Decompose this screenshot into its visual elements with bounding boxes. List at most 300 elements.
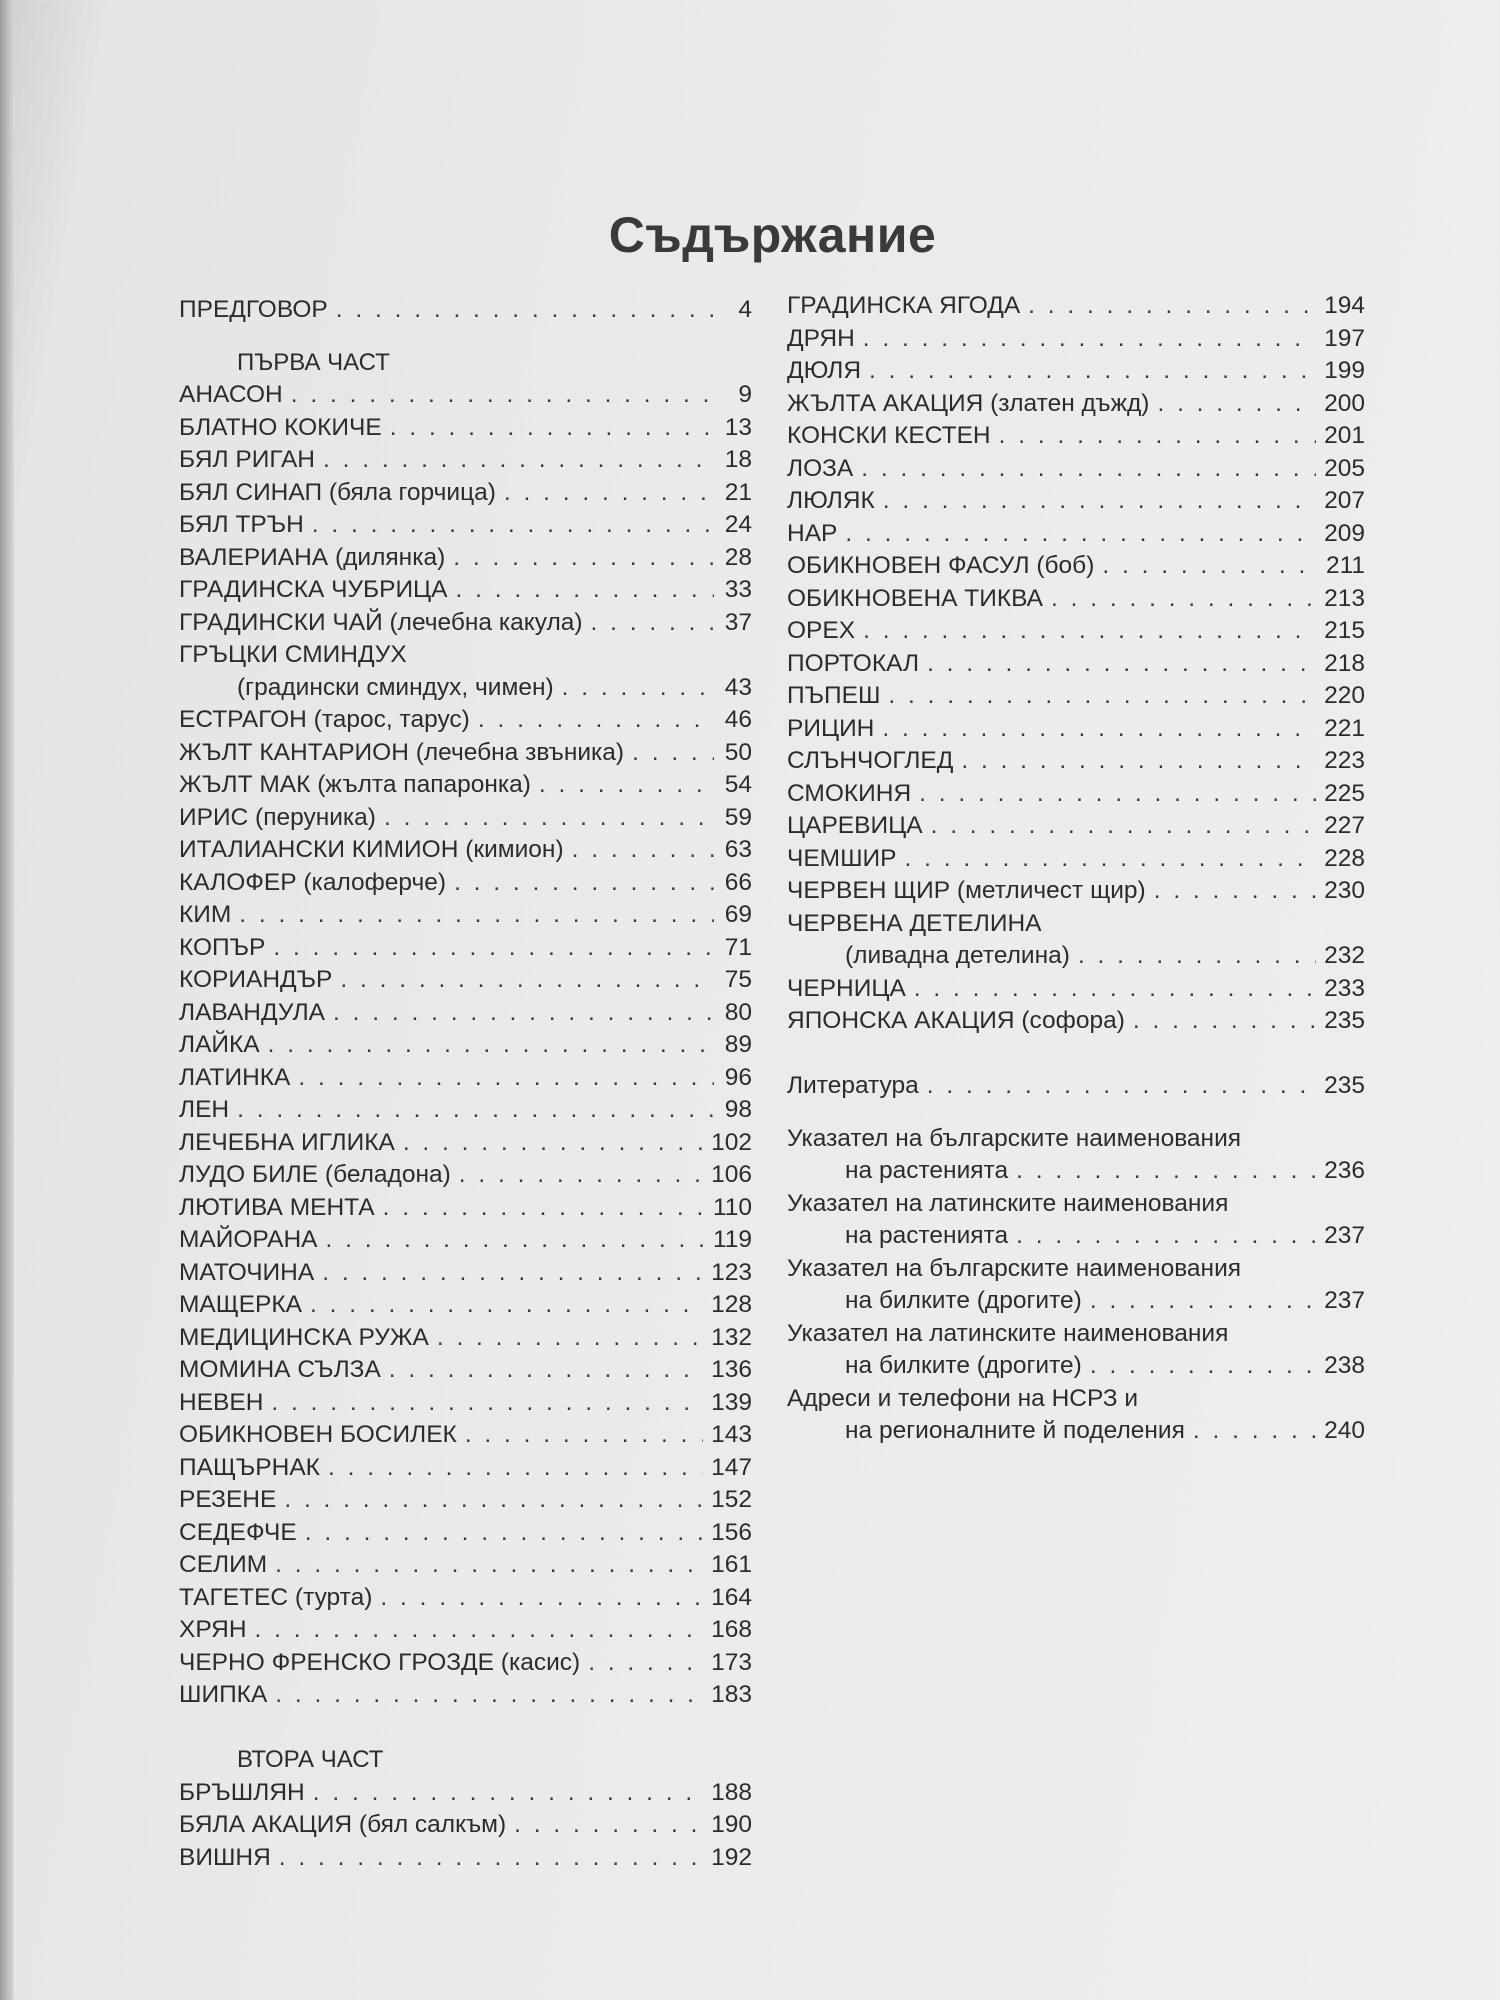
entry-name: ИРИС (перуника) (179, 803, 376, 831)
entry-name: ОБИКНОВЕН БОСИЛЕК (179, 1421, 457, 1448)
entry-name: ШИПКА (179, 1681, 268, 1708)
toc-entry-line (787, 1318, 1365, 1351)
entry-page: 46 (724, 706, 752, 733)
entry-name: БЯЛ ТРЪН (179, 511, 304, 538)
toc-entry (179, 1777, 752, 1810)
toc-entry (179, 1289, 752, 1322)
entry-page: 161 (711, 1551, 752, 1578)
entry-page: 59 (724, 803, 752, 831)
entry-page: 235 (1324, 1007, 1365, 1034)
dot-leader (478, 704, 714, 737)
toc-entry (179, 1224, 752, 1257)
toc-entry-line (787, 908, 1365, 941)
dot-leader (904, 843, 1316, 876)
entry-page: 123 (711, 1258, 752, 1286)
dot-leader (863, 615, 1316, 648)
toc-entry (179, 834, 752, 867)
dot-leader (380, 1582, 703, 1615)
dot-leader (454, 867, 714, 900)
entry-name: ХРЯН (179, 1616, 247, 1643)
dot-leader (883, 485, 1316, 518)
dot-leader (1133, 1005, 1316, 1038)
entry-page: 80 (724, 998, 752, 1026)
dot-leader (268, 1029, 714, 1062)
entry-name-continued: (градински сминдух, чимен) (237, 673, 554, 701)
entry-name-continued: на регионалните й поделения (845, 1417, 1185, 1444)
toc-entry (179, 574, 752, 607)
toc-entry-line (179, 639, 752, 672)
entry-page: 50 (724, 738, 752, 766)
entry-name: СЛЪНЧОГЛЕД (787, 747, 954, 774)
entry-page: 238 (1324, 1352, 1365, 1379)
toc-entry (787, 713, 1365, 746)
toc-entry (179, 1127, 752, 1160)
entry-page: 221 (1324, 714, 1365, 742)
toc-right-column (787, 290, 1365, 1448)
entry-page: 230 (1324, 877, 1365, 904)
entry-name: КОНСКИ КЕСТЕН (787, 422, 991, 449)
entry-name: ЦАРЕВИЦА (787, 812, 923, 839)
entry-name: МОМИНА СЪЛЗА (179, 1356, 381, 1383)
toc-entry-literature (787, 1070, 1365, 1103)
dot-leader (255, 1614, 704, 1647)
entry-page: 33 (724, 576, 752, 603)
toc-entry (179, 1257, 752, 1290)
entry-page: 236 (1324, 1157, 1365, 1184)
dot-leader (539, 769, 714, 802)
entry-page: 102 (711, 1128, 752, 1156)
entry-page: 227 (1324, 812, 1365, 839)
entry-name: ЕСТРАГОН (тарос, тарус) (179, 706, 470, 733)
toc-entry-preface (179, 294, 752, 327)
entry-name: ЛЮТИВА МЕНТА (179, 1193, 375, 1221)
entry-page: 207 (1324, 487, 1365, 514)
dot-leader (323, 444, 714, 477)
dot-leader (919, 778, 1316, 811)
page-edge (0, 0, 14, 2000)
toc-entry (787, 778, 1365, 811)
entry-name: ЛЮЛЯК (787, 487, 875, 514)
entry-page: 147 (711, 1453, 752, 1481)
entry-page: 37 (724, 608, 752, 636)
entry-name: ГРАДИНСКА ЯГОДА (787, 292, 1021, 319)
entry-page: 232 (1324, 942, 1365, 969)
entry-name: ЛОЗА (787, 454, 854, 482)
toc-entry (179, 1809, 752, 1842)
dot-leader (1157, 388, 1316, 421)
entry-name: Литература (787, 1072, 919, 1099)
dot-leader (1090, 1285, 1316, 1318)
toc-entry (179, 1549, 752, 1582)
entry-page: 215 (1324, 617, 1365, 644)
entry-page: 21 (724, 478, 752, 506)
dot-leader (390, 412, 714, 445)
entry-name: ПЪПЕШ (787, 682, 881, 709)
dot-leader (465, 1419, 703, 1452)
entry-page: 228 (1324, 844, 1365, 872)
entry-name: КИМ (179, 901, 232, 928)
entry-page: 132 (711, 1323, 752, 1351)
toc-entry (179, 509, 752, 542)
toc-entry (179, 1582, 752, 1615)
entry-name: МЕДИЦИНСКА РУЖА (179, 1323, 429, 1351)
entry-name: ЛЕЧЕБНА ИГЛИКА (179, 1128, 395, 1156)
dot-leader (312, 509, 714, 542)
dot-leader (504, 477, 714, 510)
toc-entry (179, 477, 752, 510)
toc-list-indexes (787, 1123, 1365, 1448)
dot-leader (845, 518, 1316, 551)
entry-name: ЛАВАНДУЛА (179, 998, 326, 1026)
dot-leader (1090, 1350, 1316, 1383)
entry-name: Указател на латинските наименования (787, 1189, 1229, 1217)
entry-page: 192 (711, 1843, 752, 1871)
entry-name: ЛУДО БИЛЕ (беладона) (179, 1161, 451, 1188)
entry-name: СМОКИНЯ (787, 779, 912, 807)
entry-name: БРЪШЛЯН (179, 1778, 305, 1806)
dot-leader (284, 1484, 703, 1517)
entry-name: ЧЕРНИЦА (787, 974, 906, 1002)
dot-leader (514, 1809, 703, 1842)
entry-name: РИЦИН (787, 714, 875, 742)
entry-page: 213 (1324, 584, 1365, 612)
dot-leader (403, 1127, 703, 1160)
toc-entry (179, 1094, 752, 1127)
section-heading-part1: ПЪРВА ЧАСТ (237, 348, 390, 376)
dot-leader (389, 1354, 703, 1387)
entry-name: ЧЕРВЕН ЩИР (метличест щир) (787, 877, 1146, 904)
toc-entry (179, 672, 752, 705)
entry-name: СЕДЕФЧЕ (179, 1518, 297, 1546)
entry-page: 209 (1324, 519, 1365, 547)
entry-name: ЛЕН (179, 1096, 230, 1123)
entry-page: 89 (724, 1031, 752, 1058)
toc-entry (787, 810, 1365, 843)
entry-page: 199 (1324, 357, 1365, 384)
toc-entry (787, 1285, 1365, 1318)
dot-leader (333, 997, 714, 1030)
dot-leader (313, 1777, 703, 1810)
toc-entry (787, 1005, 1365, 1038)
toc-entry (787, 518, 1365, 551)
toc-entry (179, 1192, 752, 1225)
entry-page: 128 (711, 1291, 752, 1318)
toc-entry (787, 843, 1365, 876)
entry-page: 237 (1324, 1222, 1365, 1249)
dot-leader (863, 323, 1316, 356)
entry-name: ПРЕДГОВОР (179, 296, 328, 323)
entry-name: БЯЛ РИГАН (179, 446, 315, 473)
entry-page: 194 (1324, 292, 1365, 319)
entry-name: Адреси и телефони на НСРЗ и (787, 1384, 1139, 1412)
entry-page: 190 (711, 1811, 752, 1838)
dot-leader (888, 680, 1316, 713)
entry-page: 152 (711, 1486, 752, 1513)
entry-name: ПОРТОКАЛ (787, 649, 920, 677)
entry-page: 225 (1324, 779, 1365, 807)
entry-page: 63 (724, 836, 752, 863)
toc-entry (787, 420, 1365, 453)
dot-leader (1154, 875, 1316, 908)
dot-leader (279, 1842, 703, 1875)
entry-page: 96 (724, 1063, 752, 1091)
entry-name: ЖЪЛТ КАНТАРИОН (лечебна звъника) (179, 738, 625, 766)
toc-entry (787, 1155, 1365, 1188)
entry-name: ЛАЙКА (179, 1031, 260, 1058)
entry-name: ЯПОНСКА АКАЦИЯ (софора) (787, 1007, 1125, 1034)
dot-leader (340, 964, 714, 997)
toc-entry (179, 1029, 752, 1062)
entry-name: ГРАДИНСКИ ЧАЙ (лечебна какула) (179, 608, 583, 636)
toc-entry (179, 1614, 752, 1647)
entry-page: 75 (724, 966, 752, 993)
entry-name-continued: на растенията (845, 1157, 1009, 1184)
toc-entry (787, 1350, 1365, 1383)
toc-entry (787, 1220, 1365, 1253)
entry-page: 188 (711, 1778, 752, 1806)
entry-page: 223 (1324, 747, 1365, 774)
toc-entry (179, 1322, 752, 1355)
entry-page: 173 (711, 1648, 752, 1676)
entry-name: СЕЛИМ (179, 1551, 268, 1578)
entry-name: МАЩЕРКА (179, 1291, 303, 1318)
dot-leader (1078, 940, 1316, 973)
dot-leader (383, 1192, 705, 1225)
toc-entry (179, 899, 752, 932)
toc-entry-line (787, 1253, 1365, 1286)
entry-name: КАЛОФЕР (калоферче) (179, 868, 447, 896)
entry-name-continued: (ливадна детелина) (845, 942, 1070, 969)
entry-name: МАЙОРАНА (179, 1226, 318, 1253)
toc-entry (787, 355, 1365, 388)
toc-entry-line (787, 1383, 1365, 1416)
section-heading-part2: ВТОРА ЧАСТ (237, 1746, 384, 1773)
toc-entry (179, 542, 752, 575)
entry-page: 164 (711, 1583, 752, 1611)
dot-leader (1016, 1220, 1316, 1253)
entry-name-continued: на растенията (845, 1222, 1009, 1249)
dot-leader (1016, 1155, 1316, 1188)
entry-page: 18 (724, 446, 752, 473)
dot-leader (632, 737, 714, 770)
entry-page: 24 (724, 511, 752, 538)
dot-leader (999, 420, 1316, 453)
toc-entry (179, 1842, 752, 1875)
entry-name: ОБИКНОВЕН ФАСУЛ (боб) (787, 552, 1095, 579)
toc-entry (179, 867, 752, 900)
entry-page: 220 (1324, 682, 1365, 709)
entry-page: 183 (711, 1681, 752, 1708)
toc-entry (179, 607, 752, 640)
toc-entry (787, 388, 1365, 421)
toc-entry (179, 704, 752, 737)
dot-leader (869, 355, 1316, 388)
dot-leader (562, 672, 714, 705)
toc-list-part2 (179, 1777, 752, 1875)
dot-leader (882, 713, 1316, 746)
toc-entry-line (787, 1123, 1365, 1156)
dot-leader (1193, 1415, 1316, 1448)
entry-page: 197 (1324, 324, 1365, 352)
toc-entry (787, 745, 1365, 778)
toc-entry (179, 997, 752, 1030)
entry-name: НЕВЕН (179, 1388, 264, 1416)
entry-page: 106 (711, 1161, 752, 1188)
dot-leader (459, 1159, 703, 1192)
entry-page: 69 (724, 901, 752, 928)
toc-entry (179, 1387, 752, 1420)
dot-leader (572, 834, 714, 867)
entry-name: Указател на латинските наименования (787, 1319, 1229, 1347)
entry-page: 240 (1324, 1417, 1365, 1444)
entry-name: БЯЛ СИНАП (бяла горчица) (179, 478, 496, 506)
entry-page: 4 (738, 296, 752, 323)
entry-page: 200 (1324, 389, 1365, 417)
entry-name: ВАЛЕРИАНА (дилянка) (179, 543, 446, 571)
entry-page: 28 (724, 543, 752, 571)
entry-page: 43 (724, 673, 752, 701)
entry-page: 156 (711, 1518, 752, 1546)
toc-entry (179, 1517, 752, 1550)
entry-page: 9 (738, 381, 752, 408)
entry-name: ВИШНЯ (179, 1843, 271, 1871)
toc-entry (787, 940, 1365, 973)
dot-leader (273, 932, 714, 965)
entry-page: 218 (1324, 649, 1365, 677)
entry-page: 205 (1324, 454, 1365, 482)
entry-name: КОПЪР (179, 933, 266, 961)
entry-name: ПАЩЪРНАК (179, 1453, 320, 1481)
entry-page: 54 (724, 771, 752, 798)
toc-entry (179, 1452, 752, 1485)
entry-name: НАР (787, 519, 838, 547)
toc-entry (179, 1062, 752, 1095)
entry-page: 168 (711, 1616, 752, 1643)
dot-leader (271, 1387, 703, 1420)
toc-entry (787, 615, 1365, 648)
entry-name: ЧЕРНО ФРЕНСКО ГРОЗДЕ (касис) (179, 1648, 581, 1676)
toc-entry (179, 412, 752, 445)
dot-leader (291, 379, 714, 412)
dot-leader (275, 1679, 703, 1712)
dot-leader (927, 1070, 1316, 1103)
entry-name: РЕЗЕНЕ (179, 1486, 277, 1513)
dot-leader (384, 802, 714, 835)
dot-leader (456, 574, 714, 607)
toc-entry (787, 583, 1365, 616)
entry-name: Указател на българските наименования (787, 1254, 1242, 1282)
entry-name-continued: на билките (дрогите) (845, 1287, 1082, 1314)
dot-leader (437, 1322, 703, 1355)
toc-entry (179, 379, 752, 412)
entry-name: ОБИКНОВЕНА ТИКВА (787, 584, 1044, 612)
dot-leader (927, 648, 1316, 681)
dot-leader (1028, 290, 1316, 323)
toc-entry (179, 1679, 752, 1712)
entry-name: БЯЛА АКАЦИЯ (бял салкъм) (179, 1811, 507, 1838)
entry-page: 143 (711, 1421, 752, 1448)
entry-name: ДЮЛЯ (787, 357, 862, 384)
dot-leader (591, 607, 714, 640)
entry-page: 71 (724, 933, 752, 961)
toc-entry (179, 769, 752, 802)
dot-leader (326, 1224, 705, 1257)
entry-name: ГРАДИНСКА ЧУБРИЦА (179, 576, 448, 603)
toc-entry (787, 648, 1365, 681)
entry-name: ЧЕМШИР (787, 844, 897, 872)
toc-entry (179, 1354, 752, 1387)
entry-page: 98 (724, 1096, 752, 1123)
entry-name: ЖЪЛТА АКАЦИЯ (златен дъжд) (787, 389, 1150, 417)
toc-entry (787, 680, 1365, 713)
toc-entry (179, 737, 752, 770)
toc-entry (179, 1159, 752, 1192)
dot-leader (322, 1257, 703, 1290)
toc-entry-line (787, 1188, 1365, 1221)
entry-page: 13 (724, 413, 752, 441)
entry-page: 237 (1324, 1287, 1365, 1314)
entry-name: ДРЯН (787, 324, 855, 352)
dot-leader (961, 745, 1316, 778)
entry-page: 136 (711, 1356, 752, 1383)
dot-leader (1051, 583, 1316, 616)
toc-entry (787, 485, 1365, 518)
dot-leader (275, 1549, 703, 1582)
entry-name: ИТАЛИАНСКИ КИМИОН (кимион) (179, 836, 564, 863)
dot-leader (931, 810, 1317, 843)
dot-leader (1102, 550, 1318, 583)
toc-list-right (787, 290, 1365, 1038)
toc-entry (179, 932, 752, 965)
toc-entry (787, 1415, 1365, 1448)
dot-leader (914, 973, 1316, 1006)
entry-name: ОРЕХ (787, 617, 856, 644)
toc-entry (787, 550, 1365, 583)
dot-leader (588, 1647, 703, 1680)
dot-leader (453, 542, 714, 575)
entry-name: ТАГЕТЕС (турта) (179, 1583, 373, 1611)
toc-list-part1 (179, 379, 752, 1712)
entry-page: 119 (712, 1226, 752, 1253)
dot-leader (336, 294, 714, 327)
entry-page: 139 (711, 1388, 752, 1416)
entry-page: 235 (1324, 1072, 1365, 1099)
toc-entry (179, 444, 752, 477)
entry-name: ЖЪЛТ МАК (жълта папаронка) (179, 771, 531, 798)
page-title: Съдържание (608, 206, 937, 263)
dot-leader (861, 453, 1316, 486)
toc-entry (787, 973, 1365, 1006)
entry-name-continued: на билките (дрогите) (845, 1352, 1082, 1379)
toc-entry (179, 1419, 752, 1452)
entry-name: АНАСОН (179, 381, 283, 408)
toc-entry (787, 875, 1365, 908)
toc-entry (787, 290, 1365, 323)
dot-leader (310, 1289, 703, 1322)
toc-entry (787, 453, 1365, 486)
toc-entry (179, 1647, 752, 1680)
dot-leader (298, 1062, 714, 1095)
dot-leader (237, 1094, 714, 1127)
entry-name: Указател на българските наименования (787, 1124, 1242, 1152)
entry-page: 233 (1324, 974, 1365, 1002)
entry-name: КОРИАНДЪР (179, 966, 333, 993)
entry-name: ЧЕРВЕНА ДЕТЕЛИНА (787, 909, 1042, 937)
entry-page: 110 (712, 1193, 752, 1221)
toc-entry (179, 802, 752, 835)
entry-page: 211 (1325, 552, 1365, 579)
entry-name: МАТОЧИНА (179, 1258, 315, 1286)
